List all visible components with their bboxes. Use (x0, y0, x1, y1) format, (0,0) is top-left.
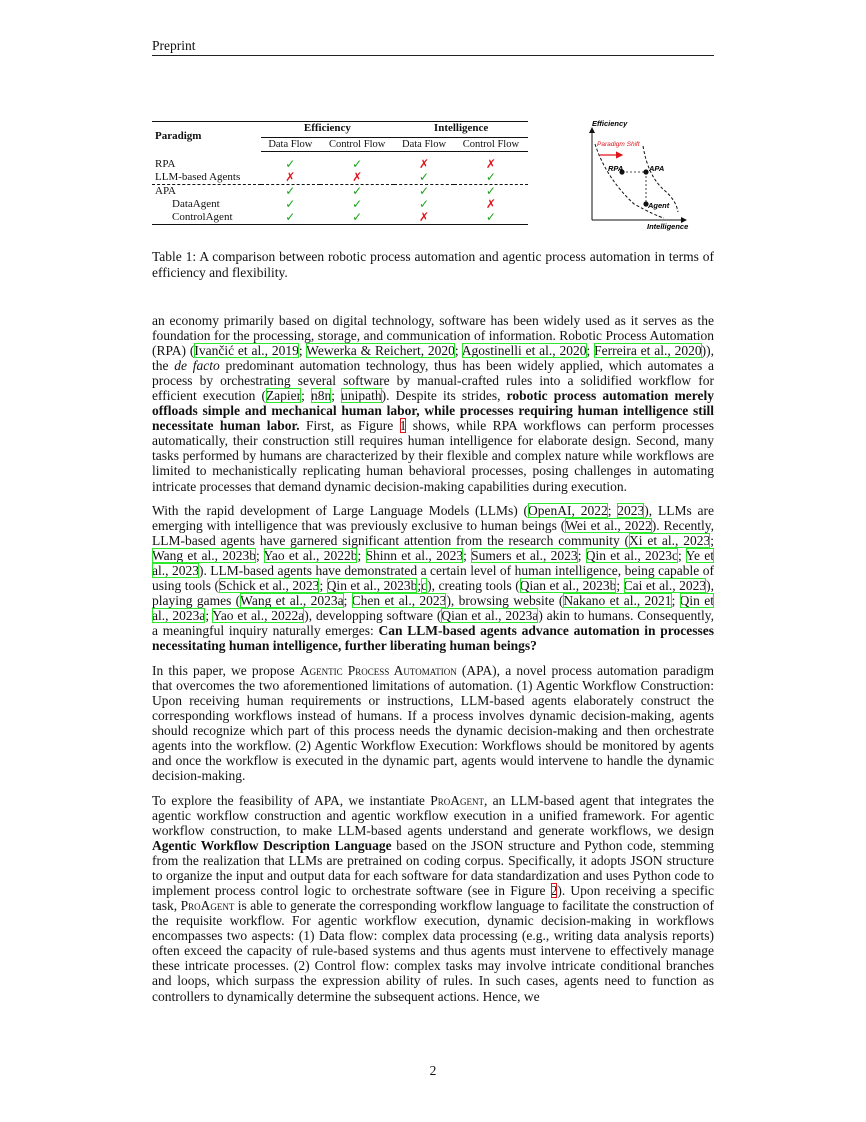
apa-label: APA (649, 164, 665, 173)
citation-link[interactable]: Qian et al., 2023b (519, 578, 617, 594)
citation-link[interactable]: Ferreira et al., 2020 (594, 343, 702, 359)
check-mark: ✗ (485, 197, 496, 211)
row-label: DataAgent (172, 198, 220, 210)
check-mark: ✗ (352, 170, 363, 184)
check-mark: ✓ (352, 197, 363, 211)
paragraph: an economy primarily based on digital technology, software has been widely used as it serves as the foundation for the processing, storage, and communication of information. Robotic Process Automation (RPA) (Ivančić et al., 2019; Wewerka & Reichert, 2020; Agostinelli et al., 2020; Ferreira et al., 2020)), the de facto predominant automation technology, thus has been widely applied, which automates a process by orchestrating several software by manual-crafted rules into a solidified workflow for efficient execution (Zapier; n8n; unipath). Despite its strides, robotic process automation merely offloads simple and mechanical human labor, while processes requiring human intelligence still necessitate human labor. First, as Figure 1 shows, while RPA workflows can perform processes automatically, their construction still requires human intelligence for elaborate design. Second, many tasks performed by humans are characterized by their flexible and complex nature while workflows are limited to mechanistically replicating human behavioral processes, posing challenges in automating intricate processes that demand dynamic decision-making capabilities during execution. (152, 313, 714, 494)
citation-link[interactable]: Yao et al., 2022b (263, 548, 358, 564)
check-mark: ✓ (394, 185, 454, 199)
check-mark: ✓ (285, 157, 296, 171)
citation-link[interactable]: Xi et al., 2023 (629, 533, 711, 549)
citation-link[interactable]: OpenAI, 2022 (528, 503, 608, 519)
caption-label: Table 1: (152, 249, 197, 264)
citation-link[interactable]: Wang et al., 2023a (240, 593, 344, 609)
check-mark: ✓ (418, 170, 430, 184)
paragraph: With the rapid development of Large Language Models (LLMs) (OpenAI, 2022; 2023), LLMs are emerging with intelligence that was previously exclusive to human beings (Wei et al., 2022). Recently, LLM-based agents have garnered significant attention from the research community (Xi et al., 2023; Wang et al., 2023b; Yao et al., 2022b; Shinn et al., 2023; Sumers et al., 2023; Qin et al., 2023c; Ye et al., 2023). LLM-based agents have demonstrated a certain level of human intelligence, being capable of using tools (Schick et al., 2023; Qin et al., 2023b;c), creating tools (Qian et al., 2023b; Cai et al., 2023), playing games (Wang et al., 2023a; Chen et al., 2023), browsing website (Nakano et al., 2021; Qin et al., 2023a; Yao et al., 2022a), developping software (Qian et al., 2023a) akin to humans. Consequently, a meaningful inquiry naturally emerges: Can LLM-based agents advance automation in processes necessitating human intelligence, further liberating human beings? (152, 503, 715, 654)
check-mark: ✓ (261, 211, 321, 225)
citation-link[interactable]: Yao et al., 2022a (212, 608, 305, 624)
body-text (152, 313, 714, 1013)
citation-link[interactable]: Chen et al., 2023 (351, 593, 447, 609)
subcol-header: Control Flow (454, 138, 528, 152)
x-axis-label: Intelligence (647, 222, 689, 231)
citation-link[interactable]: n8n (311, 388, 332, 404)
table-caption (152, 249, 714, 280)
check-mark: ✗ (485, 157, 496, 171)
running-header: Preprint (152, 38, 196, 53)
intelligence-header: Intelligence (394, 122, 528, 138)
row-label: LLM-based Agents (155, 171, 241, 183)
citation-link[interactable]: 2023 (617, 503, 645, 519)
table-row (152, 198, 528, 211)
agent-label: Agent (648, 201, 670, 210)
citation-link[interactable]: Ivančić et al., 2019 (194, 343, 299, 359)
row-label: APA (152, 185, 261, 199)
check-mark: ✗ (285, 170, 296, 184)
citation-link[interactable]: Wei et al., 2022 (565, 518, 652, 534)
citation-link[interactable]: Agostinelli et al., 2020 (461, 343, 587, 359)
y-axis-label: Efficiency (592, 119, 628, 128)
citation-link[interactable]: Wewerka & Reichert, 2020 (306, 343, 455, 359)
paradigm-header: Paradigm (152, 122, 261, 152)
check-mark: ✓ (485, 170, 496, 184)
subcol-header: Control Flow (320, 138, 394, 152)
citation-link[interactable]: Qin et al., 2023b (326, 578, 418, 594)
check-mark: ✓ (320, 185, 394, 199)
citation-link[interactable]: Nakano et al., 2021 (563, 593, 672, 609)
citation-link[interactable]: Zapier (265, 388, 302, 404)
table-row (152, 171, 528, 185)
paragraph: To explore the feasibility of APA, we instantiate ProAgent, an LLM-based agent that integrates the agentic workflow construction and agentic workflow execution in a unified framework. For agentic workflow construction, to make LLM-based agents understand and generate workflows, we design Agentic Workflow Description Language based on the JSON structure and Python code, stemming from the realization that LLMs are pretrained on coding corpus. Specifically, it adopts JSON structure to organize the input and output data for each software for data standardization and uses Python code to implement process control logic to orchestrate software (see in Figure 2). Upon receiving a specific task, ProAgent is able to generate the corresponding workflow language to facilitate the construction of the requisite workflow. For agentic workflow execution, dynamic decision-making in workflows encompasses two aspects: (1) Data flow: complex data processing (e.g., writing data analysis reports) often exceed the capacity of rule-based systems and thus agents must intervene to effectively manage these intricate processes. (2) Control flow: complex tasks may involve intricate conditional branches and loops, which surpass the expression ability of rules. In such cases, agents need to function as controllers to dynamically determine the subsequent actions. Hence, we (152, 792, 714, 1004)
citation-link[interactable]: Qin et al., 2023c (585, 548, 679, 564)
check-mark: ✓ (352, 157, 363, 171)
check-mark: ✓ (285, 197, 296, 211)
paragraph: In this paper, we propose Agentic Process Automation (APA), a novel process automation paradigm that overcomes the two aforementioned limitations of automation. (1) Agentic Workflow Construction: Upon receiving human requirements or instructions, LLM-based agents elaborately construct the corresponding workflows instead of humans. If a process involves dynamic decision-making, agents should recognize which part of this process needs the dynamic decision-making and then orchestrate agents into the workflow. (2) Agentic Workflow Execution: Workflows should be monitored by agents and once the workflow is executed in the dynamic part, agents would intervene to handle the dynamic decision-making. (152, 663, 714, 784)
citation-link[interactable]: Cai et al., 2023 (623, 578, 707, 594)
table-row (152, 158, 528, 171)
table-row (152, 211, 528, 225)
table-row (152, 185, 528, 199)
figure-ref-link[interactable]: 2 (550, 883, 558, 899)
check-mark: ✓ (261, 185, 321, 199)
apa-point (643, 169, 648, 174)
efficiency-header: Efficiency (261, 122, 395, 138)
check-mark: ✓ (320, 211, 394, 225)
comparison-table (152, 121, 532, 225)
citation-link[interactable]: Sumers et al., 2023 (471, 548, 578, 564)
citation-link[interactable]: unipath (341, 388, 382, 404)
check-mark: ✓ (418, 197, 430, 211)
caption-text: A comparison between robotic process automation and agentic process automation in terms of efficiency and flexibility. (152, 249, 714, 280)
citation-link[interactable]: c (421, 578, 428, 594)
citation-link[interactable]: Schick et al., 2023 (218, 578, 320, 594)
citation-link[interactable]: Wang et al., 2023b (152, 548, 256, 564)
citation-link[interactable]: Qian et al., 2023a (441, 608, 539, 624)
subcol-header: Data Flow (394, 138, 454, 152)
citation-link[interactable]: Shinn et al., 2023 (365, 548, 464, 564)
row-label: ControlAgent (152, 211, 261, 225)
citation-link[interactable]: Ye et al., 2023 (152, 548, 714, 579)
paradigm-figure (586, 116, 716, 234)
citation-link[interactable]: Qin et al., 2023a (152, 593, 714, 624)
check-mark: ✓ (454, 185, 528, 199)
check-mark: ✗ (418, 157, 430, 171)
subcol-header: Data Flow (261, 138, 321, 152)
figure-ref-link[interactable]: 1 (399, 418, 407, 434)
header-rule (152, 55, 714, 56)
rpa-label: RPA (608, 164, 624, 173)
check-mark: ✓ (454, 211, 528, 225)
page-number: 2 (429, 1063, 437, 1078)
check-mark: ✗ (394, 211, 454, 225)
row-label: RPA (155, 158, 176, 170)
paradigm-shift-label: Paradigm Shift (597, 141, 640, 148)
